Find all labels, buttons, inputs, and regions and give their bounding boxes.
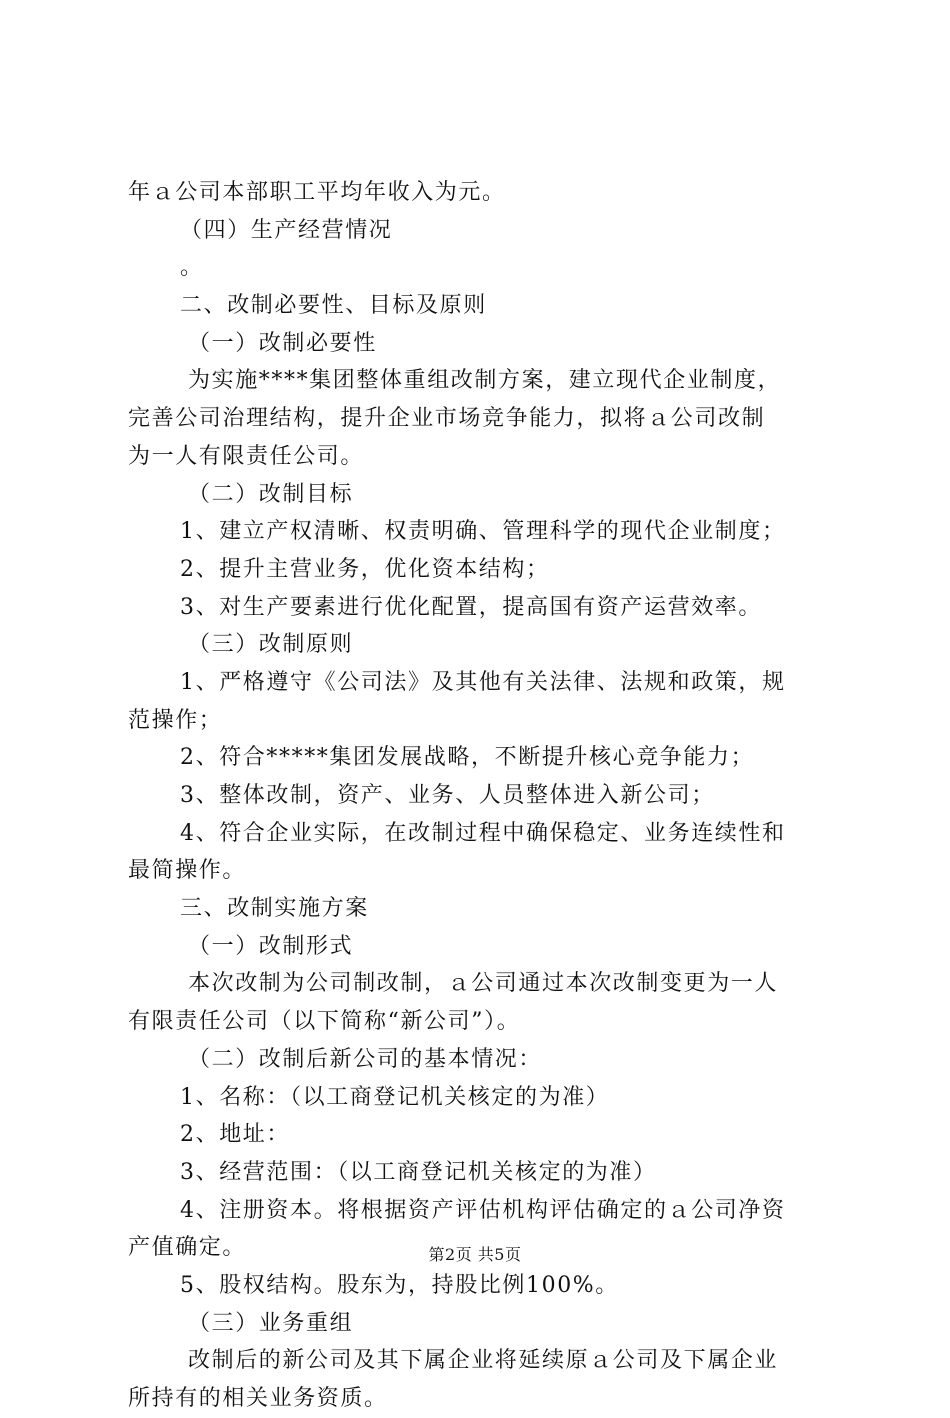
list-item: 1、严格遵守《公司法》及其他有关法律、法规和政策，规 (180, 669, 786, 695)
list-item: 1、建立产权清晰、权责明确、管理科学的现代企业制度； (180, 519, 786, 545)
section-heading: （四）生产经营情况 (180, 217, 393, 243)
list-item: 5、股权结构。股东为，持股比例100%。 (180, 1272, 619, 1298)
section-heading: （一）改制必要性 (188, 330, 377, 356)
list-item-continuation: 最简操作。 (128, 858, 247, 884)
paragraph-line: 完善公司治理结构，提升企业市场竞争能力，拟将ａ公司改制 (128, 406, 766, 432)
list-item-continuation: 产值确定。 (128, 1235, 247, 1261)
list-item: 2、提升主营业务，优化资本结构； (180, 556, 550, 582)
list-item: 3、对生产要素进行优化配置，提高国有资产运营效率。 (180, 594, 762, 620)
list-item: 4、注册资本。将根据资产评估机构评估确定的ａ公司净资 (180, 1197, 786, 1223)
section-heading: （三）业务重组 (188, 1310, 354, 1336)
list-item: 2、地址： (180, 1122, 290, 1148)
chapter-heading: 二、改制必要性、目标及原则 (180, 293, 487, 319)
list-item: 3、整体改制，资产、业务、人员整体进入新公司； (180, 783, 715, 808)
page-number-footer: 第2页 共5页 (428, 1245, 522, 1264)
paragraph-line: 年ａ公司本部职工平均年收入为元。 (128, 180, 506, 205)
paragraph-line: 有限责任公司（以下简称“新公司”）。 (128, 1009, 521, 1035)
section-heading: （二）改制目标 (188, 481, 354, 507)
paragraph-line: 改制后的新公司及其下属企业将延续原ａ公司及下属企业 (188, 1348, 779, 1374)
list-item: 1、名称：（以工商登记机关核定的为准） (180, 1084, 610, 1110)
section-heading: （二）改制后新公司的基本情况： (188, 1046, 543, 1072)
paragraph-line: 。 (180, 255, 204, 281)
paragraph-line: 本次改制为公司制改制，ａ公司通过本次改制变更为一人 (188, 971, 779, 997)
document-body (128, 174, 838, 1418)
section-heading: （三）改制原则 (188, 632, 354, 658)
list-item: 4、符合企业实际，在改制过程中确保稳定、业务连续性和 (180, 820, 786, 846)
list-item: 3、经营范围：（以工商登记机关核定的为准） (180, 1159, 657, 1185)
section-heading: （一）改制形式 (188, 933, 354, 959)
paragraph-line: 为一人有限责任公司。 (128, 443, 365, 469)
list-item-continuation: 范操作； (128, 707, 223, 733)
paragraph-line: 所持有的相关业务资质。 (128, 1386, 388, 1411)
paragraph-line: 为实施****集团整体重组改制方案，建立现代企业制度， (188, 368, 782, 394)
chapter-heading: 三、改制实施方案 (180, 896, 369, 922)
list-item: 2、符合*****集团发展战略，不断提升核心竞争能力； (180, 745, 755, 771)
